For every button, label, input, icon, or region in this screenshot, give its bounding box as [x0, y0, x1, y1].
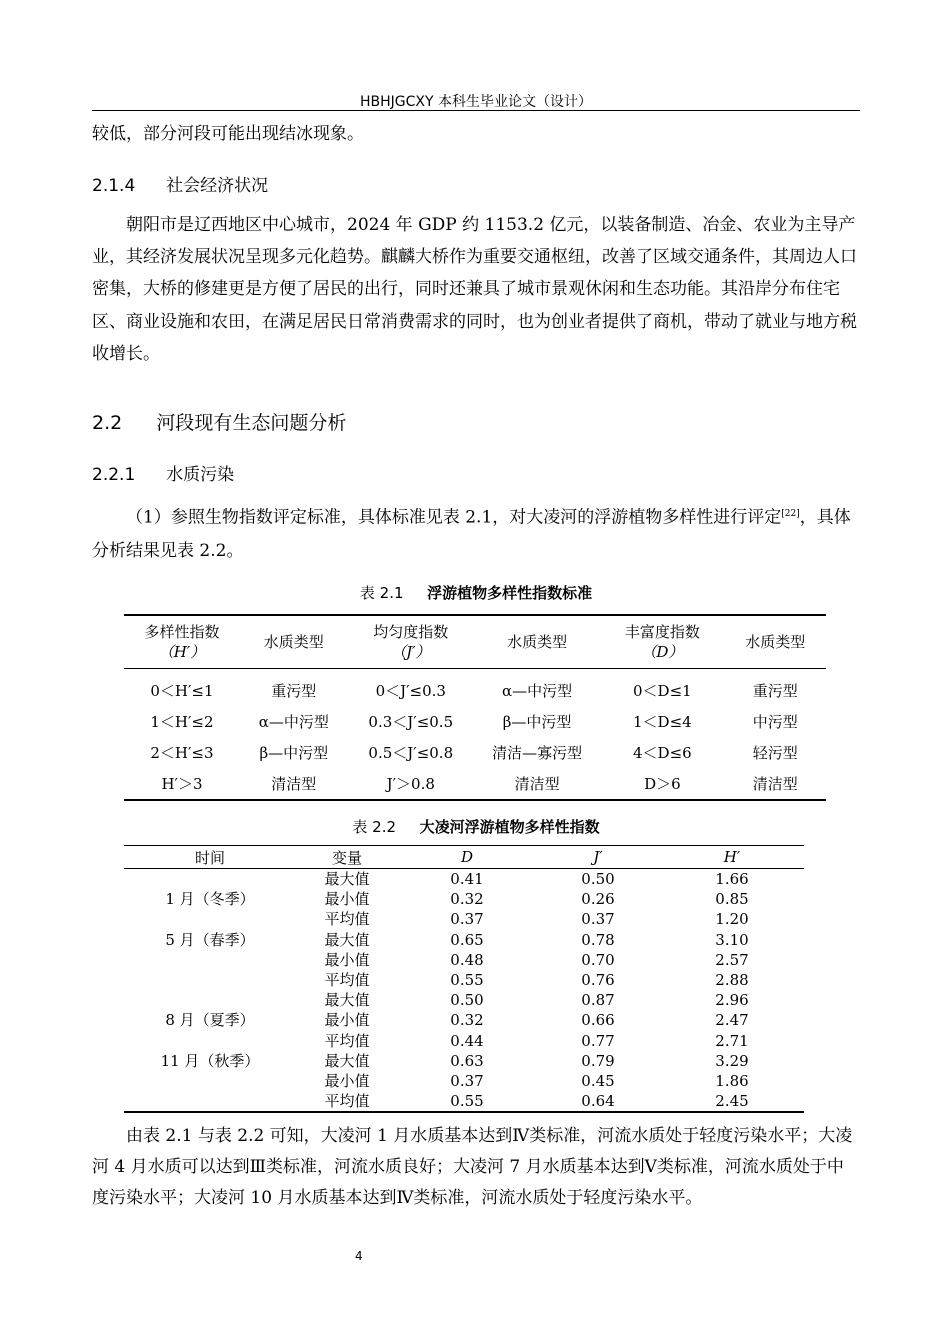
table1-cell: 0＜J′≤0.3: [375, 682, 446, 700]
table2-header-cell: 时间: [124, 846, 296, 869]
table2-cell: 0.32: [450, 1011, 484, 1030]
table2-cell: 2.47: [715, 1011, 749, 1030]
table-row: [124, 909, 804, 929]
table1-cell: 重污型: [752, 682, 798, 700]
table2-cell: 最小值: [324, 1071, 370, 1090]
table1-header-cell: [474, 615, 600, 669]
section-number: 2.2.1: [92, 465, 136, 485]
table2-header-cell: D: [398, 846, 536, 869]
table2-cell: 最大值: [324, 930, 370, 949]
table2-cell: 最大值: [324, 991, 370, 1010]
header-line: （J′）: [391, 643, 431, 661]
section-number: 2.2: [92, 412, 123, 434]
table-row: [124, 1071, 804, 1091]
table2-cell: 0.44: [450, 1031, 484, 1050]
table-row: [124, 869, 804, 890]
table-row: [124, 669, 826, 707]
table2-cell: 最大值: [324, 870, 370, 889]
table2-cell: [124, 990, 296, 1010]
header-line: 水质类型: [263, 633, 324, 651]
table-row: [124, 737, 826, 768]
page-header-title: HBHJGCXY 本科生毕业论文（设计）: [359, 94, 592, 110]
table1-cell: 重污型: [271, 682, 317, 700]
table2-cell: 2.96: [715, 991, 749, 1010]
table1-caption: [92, 582, 860, 603]
table1-cell: 0＜D≤1: [633, 682, 692, 700]
table2-cell: 最小值: [324, 890, 370, 909]
table-row: [124, 990, 804, 1010]
table1-cell: β—中污型: [502, 713, 572, 731]
page-number: 4: [355, 1249, 363, 1263]
section-number: 2.1.4: [92, 176, 136, 196]
daling-river-diversity-table: [124, 845, 804, 1113]
table2-cell: 最小值: [324, 950, 370, 969]
table2-cell: 0.66: [581, 1011, 615, 1030]
table-header-row: [124, 615, 826, 669]
table1-cell: α—中污型: [258, 713, 329, 731]
table2-cell: 2.57: [715, 950, 749, 969]
table2-cell: 1.66: [715, 870, 749, 889]
table2-cell: [124, 950, 296, 970]
table2-header-cell: H′: [660, 846, 804, 869]
table2-cell: [124, 909, 296, 929]
table2-cell: 最大值: [324, 1051, 370, 1070]
table2-cell: 3.10: [715, 930, 749, 949]
table2-cell: 平均值: [324, 971, 370, 990]
table2-cell: 0.77: [581, 1031, 615, 1050]
table1-cell: α—中污型: [502, 682, 573, 700]
table2-cell: 0.48: [450, 950, 484, 969]
section-title: 社会经济状况: [166, 176, 269, 196]
table1-cell: 中污型: [752, 713, 798, 731]
table2-cell: 0.55: [450, 971, 484, 990]
table2-cell: 0.63: [450, 1051, 484, 1070]
table2-cell: 0.37: [581, 910, 615, 929]
table2-cell: 0.85: [715, 890, 749, 909]
caption-title: 大凌河浮游植物多样性指数: [419, 818, 600, 836]
table2-cell: 平均值: [324, 1031, 370, 1050]
table-row: [124, 889, 804, 909]
section-title: 水质污染: [166, 465, 235, 485]
table1-header-cell: [600, 615, 724, 669]
table2-cell: 0.26: [581, 890, 615, 909]
table2-cell: 1.20: [715, 910, 749, 929]
table-row: [124, 1091, 804, 1112]
table1-cell: 清洁—寡污型: [492, 744, 583, 762]
paragraph-conclusion: 由表 2.1 与表 2.2 可知，大凌河 1 月水质基本达到Ⅳ类标准，河流水质处于轻度污染水平；大凌河 4 月水质可以达到Ⅲ类标准，河流水质良好；大凌河 7 月水质基本达到Ⅴ类标准，河流水质处于中度污染水平；大凌河 10 月水质基本达到Ⅳ类标准，河流水质处于轻度污染水平。: [92, 1126, 853, 1208]
table2-cell: 0.50: [450, 991, 484, 1010]
diversity-standard-table: [124, 614, 826, 801]
table2-cell: [124, 1071, 296, 1091]
table1-cell: 清洁型: [752, 775, 798, 793]
table2-cell: [124, 869, 296, 890]
table2-cell: 2.88: [715, 971, 749, 990]
section-heading-2-2-1: [92, 460, 234, 485]
table2-cell: [124, 1031, 296, 1051]
table-row: [124, 970, 804, 990]
table1-cell: 4＜D≤6: [633, 744, 692, 762]
table-header-row: [124, 846, 804, 869]
caption-number: 表 2.1: [359, 584, 404, 602]
citation-ref: [22]: [781, 509, 800, 519]
table2-cell: 平均值: [324, 910, 370, 929]
header-line: 均匀度指数: [373, 623, 449, 641]
table1-header-cell: [124, 615, 240, 669]
table2-cell: 0.78: [581, 930, 615, 949]
header-line: 多样性指数: [144, 623, 220, 641]
table2-cell: 8 月（夏季）: [165, 1011, 255, 1030]
caption-title: 浮游植物多样性指数标准: [427, 584, 593, 602]
table1-header-cell: [348, 615, 474, 669]
table-row: [124, 950, 804, 970]
paragraph-social-economy: 朝阳市是辽西地区中心城市，2024 年 GDP 约 1153.2 亿元，以装备制造、冶金、农业为主导产业，其经济发展状况呈现多元化趋势。麒麟大桥作为重要交通枢纽，改善了区域交通条件，其周边人口密集，大桥的修建更是方便了居民的出行，同时还兼具了城市景观休闲和生态功能。其沿岸分布住宅区、商业设施和农田，在满足居民日常消费需求的同时，也为创业者提供了商机，带动了就业与地方税收增长。: [92, 215, 857, 364]
table2-cell: 0.79: [581, 1051, 615, 1070]
table1-header-cell: [724, 615, 826, 669]
table1-cell: 轻污型: [752, 744, 798, 762]
table2-cell: 0.50: [581, 870, 615, 889]
table1-cell: 清洁型: [514, 775, 560, 793]
header-line: 水质类型: [745, 633, 806, 651]
table2-header-cell: 变量: [296, 846, 398, 869]
table2-cell: [124, 970, 296, 990]
table2-caption: [92, 816, 860, 837]
table-row: [124, 1010, 804, 1030]
caption-number: 表 2.2: [352, 818, 397, 836]
table1-cell: D＞6: [644, 775, 681, 793]
table-row: [124, 1051, 804, 1071]
table2-header-cell: J′: [536, 846, 660, 869]
section-heading-2-2: [92, 408, 346, 435]
paragraph-text-a: （1）参照生物指数评定标准，具体标准见表 2.1，对大凌河的浮游植物多样性进行评定: [126, 507, 782, 528]
table-row: [124, 930, 804, 950]
table2-cell: 2.45: [715, 1092, 749, 1111]
table1-cell: 0.3＜J′≤0.5: [368, 713, 454, 731]
table1-cell: H′＞3: [161, 775, 203, 793]
paragraph-text-b: ，具体分析结果见表 2.2。: [92, 507, 851, 561]
table2-cell: 0.64: [581, 1092, 615, 1111]
table2-cell: 0.37: [450, 1071, 484, 1090]
table2-cell: 0.32: [450, 890, 484, 909]
table-row: [124, 706, 826, 737]
table2-cell: 3.29: [715, 1051, 749, 1070]
section-title: 河段现有生态问题分析: [156, 412, 347, 434]
table-row: [124, 1031, 804, 1051]
header-line: 水质类型: [507, 633, 568, 651]
table2-cell: 平均值: [324, 1092, 370, 1111]
header-line: （H′）: [158, 643, 206, 661]
intro-line: 较低，部分河段可能出现结冰现象。: [92, 124, 364, 144]
table2-cell: 0.41: [450, 870, 484, 889]
table1-cell: 2＜H′≤3: [150, 744, 214, 762]
table2-cell: [124, 1091, 296, 1112]
table2-cell: 0.76: [581, 971, 615, 990]
table1-cell: 0.5＜J′≤0.8: [368, 744, 454, 762]
header-line: 丰富度指数: [624, 623, 700, 641]
table1-cell: 清洁型: [271, 775, 317, 793]
table1-cell: 1＜D≤4: [633, 713, 692, 731]
header-rule: [92, 110, 860, 111]
paragraph-water-pollution: [92, 498, 860, 568]
table1-cell: β—中污型: [259, 744, 329, 762]
table2-cell: 0.55: [450, 1092, 484, 1111]
table2-cell: 0.87: [581, 991, 615, 1010]
table1-header-cell: [240, 615, 348, 669]
table2-cell: 0.37: [450, 910, 484, 929]
section-heading-2-1-4: [92, 171, 268, 196]
table1-cell: 1＜H′≤2: [150, 713, 214, 731]
table1-cell: 0＜H′≤1: [150, 682, 214, 700]
table2-cell: 0.45: [581, 1071, 615, 1090]
table2-cell: 1.86: [715, 1071, 749, 1090]
table-row: [124, 768, 826, 800]
table2-cell: 1 月（冬季）: [165, 890, 255, 909]
table2-cell: 0.65: [450, 930, 484, 949]
table1-cell: J′＞0.8: [386, 775, 435, 793]
header-line: （D）: [641, 643, 684, 661]
table2-cell: 2.71: [715, 1031, 749, 1050]
table2-cell: 最小值: [324, 1011, 370, 1030]
table2-cell: 0.70: [581, 950, 615, 969]
table2-cell: 11 月（秋季）: [160, 1051, 260, 1070]
table2-cell: 5 月（春季）: [165, 930, 255, 949]
